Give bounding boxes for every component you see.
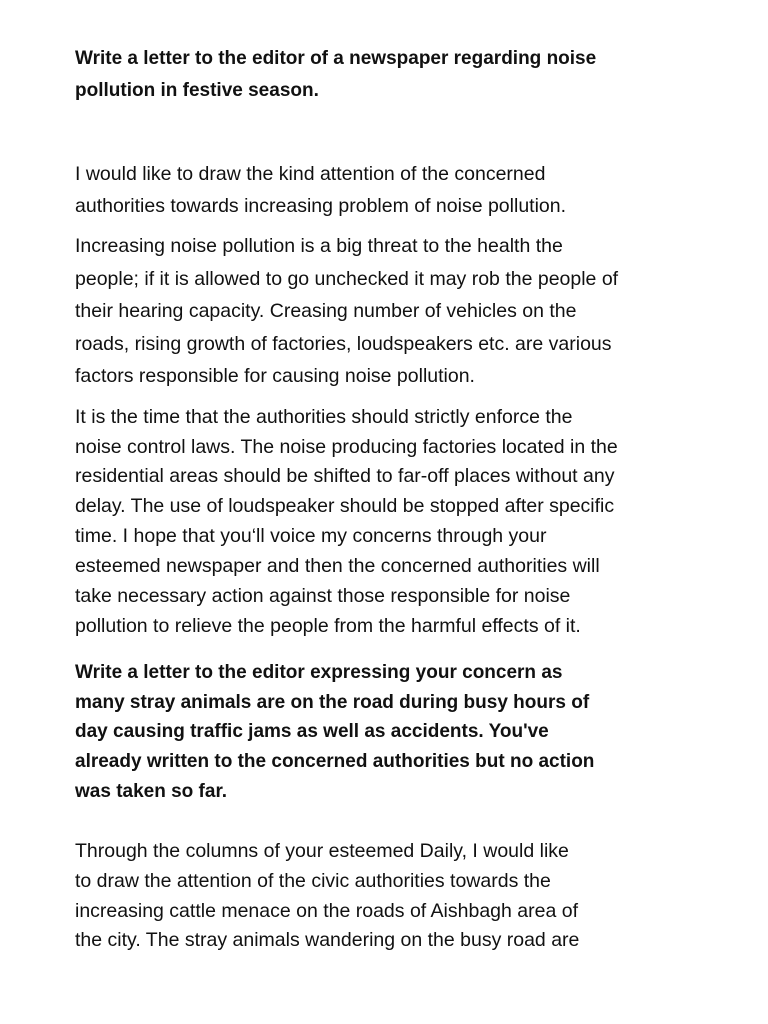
heading-line: day causing traffic jams as well as accidents. You've (75, 721, 549, 742)
paragraph-line: to draw the attention of the civic authorities towards the (75, 870, 551, 892)
paragraph-line: noise control laws. The noise producing factories located in the (75, 436, 618, 458)
paragraph-line: Increasing noise pollution is a big threat to the health the (75, 235, 563, 257)
paragraph-line: time. I hope that you‘ll voice my concerns through your (75, 525, 547, 547)
paragraph-line: their hearing capacity. Creasing number of vehicles on the (75, 300, 577, 322)
paragraph-line: delay. The use of loudspeaker should be stopped after specific (75, 495, 615, 517)
paragraph-line: residential areas should be shifted to far-off places without any (75, 465, 615, 487)
paragraph-line: authorities towards increasing problem of noise pollution. (75, 195, 567, 217)
heading-line: many stray animals are on the road during busy hours of (75, 692, 590, 713)
paragraph-line: esteemed newspaper and then the concerned authorities will (75, 555, 600, 577)
paragraph-line: take necessary action against those responsible for noise (75, 585, 571, 607)
paragraph-line: factors responsible for causing noise pollution. (75, 365, 475, 387)
heading-line: pollution in festive season. (75, 80, 319, 101)
paragraph-line: the city. The stray animals wandering on the busy road are (75, 929, 580, 951)
paragraph-line: people; if it is allowed to go unchecked it may rob the people of (75, 268, 619, 290)
heading-line: Write a letter to the editor of a newspaper regarding noise (75, 48, 597, 69)
paragraph-line: I would like to draw the kind attention of the concerned (75, 163, 546, 185)
heading-line: Write a letter to the editor expressing your concern as (75, 662, 563, 683)
paragraph-line: pollution to relieve the people from the harmful effects of it. (75, 615, 581, 637)
paragraph-line: roads, rising growth of factories, loudspeakers etc. are various (75, 333, 612, 355)
paragraph-line: It is the time that the authorities should strictly enforce the (75, 406, 573, 428)
paragraph-line: Through the columns of your esteemed Daily, I would like (75, 840, 569, 862)
paragraph-line: increasing cattle menace on the roads of Aishbagh area of (75, 900, 578, 922)
heading-line: already written to the concerned authorities but no action (75, 751, 595, 772)
heading-line: was taken so far. (75, 781, 228, 802)
